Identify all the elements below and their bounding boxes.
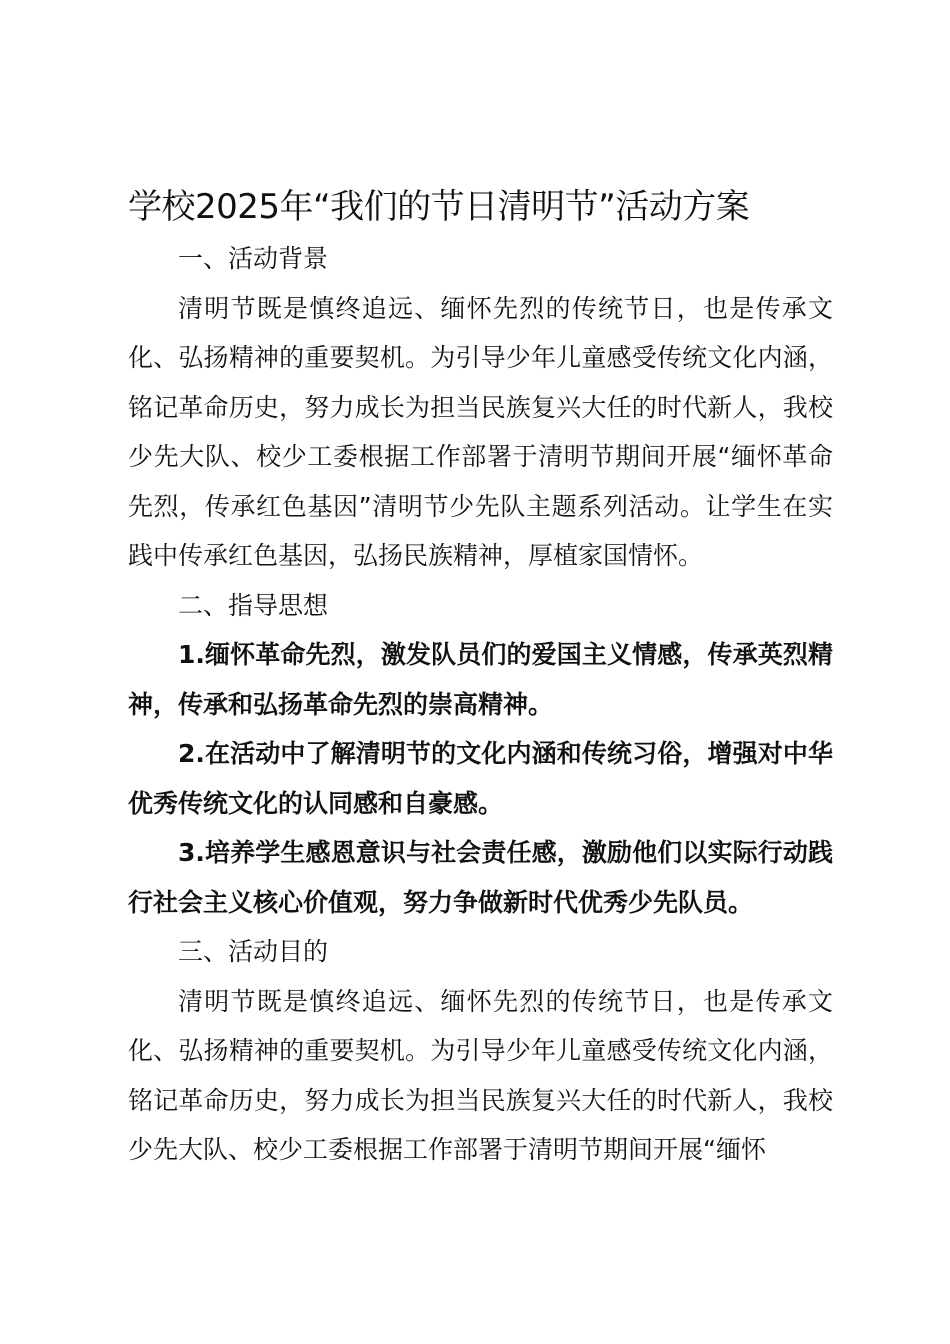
section-heading-purpose: 三、活动目的	[178, 937, 329, 966]
guiding-point-1: 1.缅怀革命先烈，激发队员们的爱国主义情感，传承英烈精神，传承和弘扬革命先烈的崇高精神。	[128, 640, 833, 719]
section-heading-guiding-ideology: 二、指导思想	[178, 590, 329, 620]
guiding-point-2: 2.在活动中了解清明节的文化内涵和传统习俗，增强对中华优秀传统文化的认同感和自豪感。	[128, 739, 833, 818]
section-body-purpose: 清明节既是慎终追远、缅怀先烈的传统节日，也是传承文化、弘扬精神的重要契机。为引导少年儿童感受传统文化内涵，铭记革命历史，努力成长为担当民族复兴大任的时代新人，我校少先大队、校少工委根据工作部署于清明节期间开展“缅怀	[128, 986, 833, 1164]
guiding-point-3: 3.培养学生感恩意识与社会责任感，激励他们以实际行动践行社会主义核心价值观，努力争做新时代优秀少先队员。	[128, 838, 833, 917]
document-title: 学校2025年“我们的节日清明节”活动方案	[128, 187, 750, 227]
section-body-background: 清明节既是慎终追远、缅怀先烈的传统节日，也是传承文化、弘扬精神的重要契机。为引导少年儿童感受传统文化内涵，铭记革命历史，努力成长为担当民族复兴大任的时代新人，我校少先大队、校少工委根据工作部署于清明节期间开展“缅怀革命先烈，传承红色基因”清明节少先队主题系列活动。让学生在实践中传承红色基因，弘扬民族精神，厚植家国情怀。	[128, 293, 833, 570]
document-body	[128, 234, 833, 1175]
section-heading-background: 一、活动背景	[178, 244, 329, 273]
